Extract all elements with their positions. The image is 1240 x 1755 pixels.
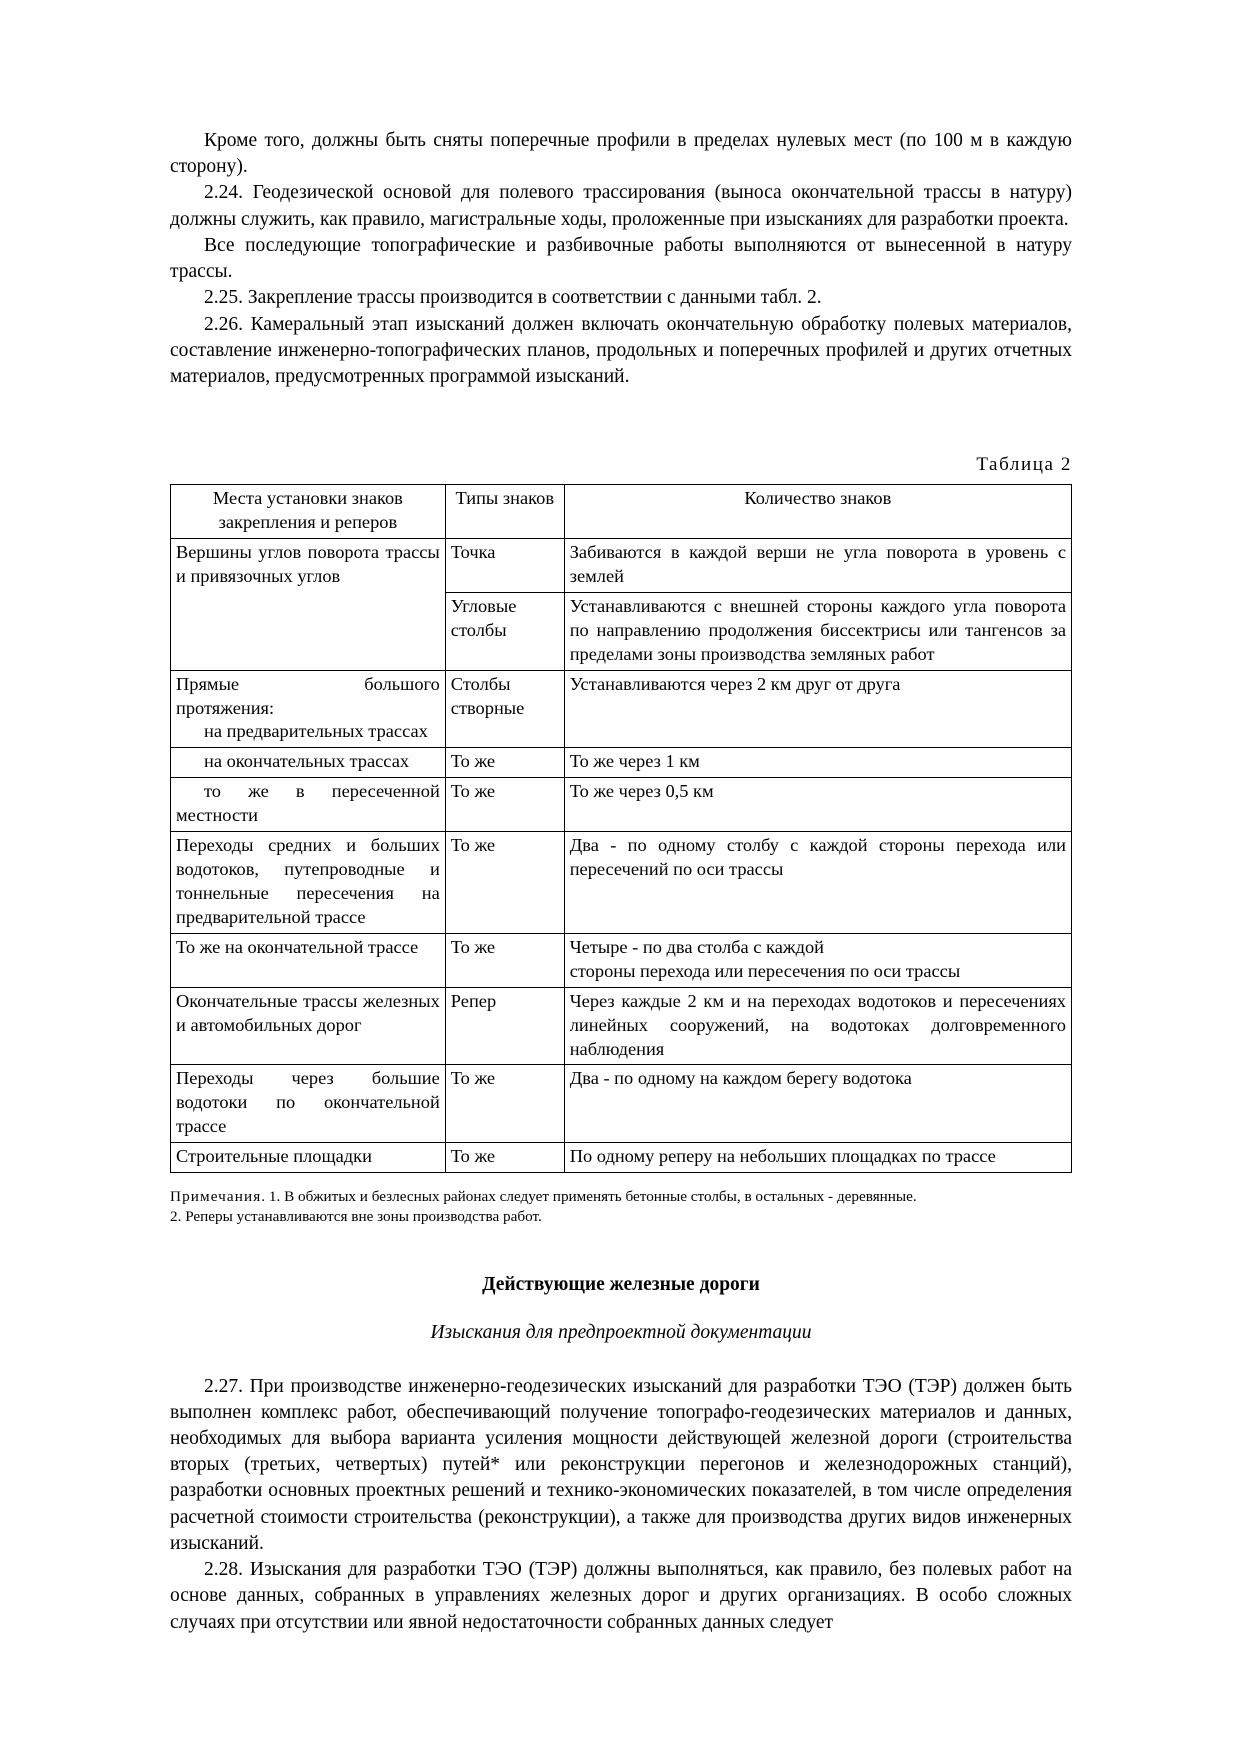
table-row (171, 987, 1072, 1065)
cell-count: То же через 1 км (564, 748, 1071, 778)
cell-count: То же через 0,5 км (564, 778, 1071, 832)
paragraph-2-28: 2.28. Изыскания для разработки ТЭО (ТЭР) должны выполняться, как правило, без полевых работ на основе данных, собранных в управлениях железных дорог и других организациях. В особо сложных случаях при отсутствии или явной недостаточности собранных данных следует (170, 1559, 1072, 1633)
table-row (171, 933, 1072, 987)
cell-count: Устанавливаются с внешней стороны каждого угла поворота по направлению продолжения биссектрисы или тангенсов за пределами зоны производства земляных работ (564, 592, 1071, 670)
paragraph-2-26: 2.26. Камеральный этап изысканий должен включать окончательную обработку полевых материалов, составление инженерно-топографических планов, продольных и поперечных профилей и других отчетных материалов, предусмотренных программой изысканий. (170, 313, 1072, 387)
cell-place-line-2: протяжения: (176, 697, 275, 718)
spacer-before-table (170, 390, 1072, 454)
cell-type: Точка (445, 539, 564, 593)
paragraph-2-27: 2.27. При производстве инженерно-геодезических изысканий для разработки ТЭО (ТЭР) должен быть выполнен комплекс работ, обеспечивающий получение топографо-геодезических материалов и данных, необходимых для выбора варианта усиления мощности действующей железной дороги (строительства вторых (третьих, четвертых) путей* или реконструкции перегонов и железнодорожных станций), разработки основных проектных решений и технико-экономических показателей, в том числе определения расчетной стоимости строительства (реконструкции), а также для производства других видов инженерных изысканий. (170, 1375, 1072, 1554)
table-row (171, 1065, 1072, 1143)
paragraph-2-24: 2.24. Геодезической основой для полевого трассирования (выноса окончательной трассы в натуру) должны служить, как правило, магистральные ходы, проложенные при изысканиях для разработки проекта. (170, 182, 1072, 230)
cell-type: То же (445, 1065, 564, 1143)
cell-type: То же (445, 748, 564, 778)
cell-count: Два - по одному столбу с каждой стороны перехода или пересечений по оси трассы (564, 832, 1071, 934)
table-header-row (171, 485, 1072, 539)
table-notes (170, 1187, 1072, 1227)
cell-place (171, 670, 446, 748)
cell-place: Переходы через большие водотоки по окончательной трассе (171, 1065, 446, 1143)
table-header-count: Количество знаков (564, 485, 1071, 539)
cell-place: Переходы средних и больших водотоков, путепроводные и тоннельные пересечения на предварительной трассе (171, 832, 446, 934)
cell-place: Строительные площадки (171, 1143, 446, 1173)
cell-count-line-2: стороны перехода или пересечения по оси трассы (569, 960, 961, 981)
cell-count (564, 933, 1071, 987)
table-header-type: Типы знаков (445, 485, 564, 539)
table-note-1-text: . 1. В обжитых и безлесных районах следует применять бетонные столбы, в остальных - деревянные. (261, 1188, 917, 1206)
cell-count: Устанавливаются через 2 км друг от друга (564, 670, 1071, 748)
table-note-2: 2. Реперы устанавливаются вне зоны производства работ. (170, 1208, 542, 1226)
paragraph-intro-1: Кроме того, должны быть сняты поперечные профили в пределах нулевых мест (по 100 м в каждую сторону). (170, 130, 1072, 178)
cell-type: Столбы створные (445, 670, 564, 748)
table-2 (170, 484, 1072, 1173)
paragraph-all-subsequent: Все последующие топографические и разбивочные работы выполняются от вынесенной в натуру трассы. (170, 234, 1072, 283)
cell-type: То же (445, 1143, 564, 1173)
cell-type: Репер (445, 987, 564, 1065)
table-row (171, 670, 1072, 748)
cell-place: Окончательные трассы железных и автомобильных дорог (171, 987, 446, 1065)
cell-count: По одному реперу на небольших площадках по трассе (564, 1143, 1071, 1173)
table-row (171, 748, 1072, 778)
paragraph-2-25: 2.25. Закрепление трассы производится в соответствии с данными табл. 2. (204, 287, 822, 309)
cell-place: то же в пересеченной местности (171, 778, 446, 832)
cell-type: Угловые столбы (445, 592, 564, 670)
cell-type: То же (445, 832, 564, 934)
cell-place: То же на окончательной трассе (171, 933, 446, 987)
section-subheading: Изыскания для предпроектной документации (430, 1321, 812, 1343)
table-row (171, 778, 1072, 832)
spacer-after-headings (170, 1344, 1072, 1374)
cell-place-line-1: Прямые большого (176, 673, 440, 694)
cell-type: То же (445, 778, 564, 832)
cell-count: Забиваются в каждой верши не угла поворота в уровень с землей (564, 539, 1071, 593)
section-heading: Действующие железные дороги (482, 1273, 760, 1295)
cell-place-line-3: на предварительных трассах (204, 721, 428, 742)
cell-count: Через каждые 2 км и на переходах водотоков и пересечениях линейных сооружений, на водотоках долговременного наблюдения (564, 987, 1071, 1065)
table-row (171, 832, 1072, 934)
table-row (171, 539, 1072, 593)
cell-count-line-1: Четыре - по два столба с каждой (569, 936, 824, 957)
table-row (171, 1143, 1072, 1173)
cell-place: Вершины углов поворота трассы и привязочных углов (171, 539, 446, 671)
table-caption: Таблица 2 (976, 454, 1072, 476)
cell-count: Два - по одному на каждом берегу водотока (564, 1065, 1071, 1143)
table-notes-label: Примечания (170, 1188, 262, 1206)
table-note-1 (170, 1187, 1072, 1207)
cell-type: То же (445, 933, 564, 987)
cell-place: на окончательных трассах (171, 748, 446, 778)
table-header-place: Места установки знаков закрепления и реперов (171, 485, 446, 539)
